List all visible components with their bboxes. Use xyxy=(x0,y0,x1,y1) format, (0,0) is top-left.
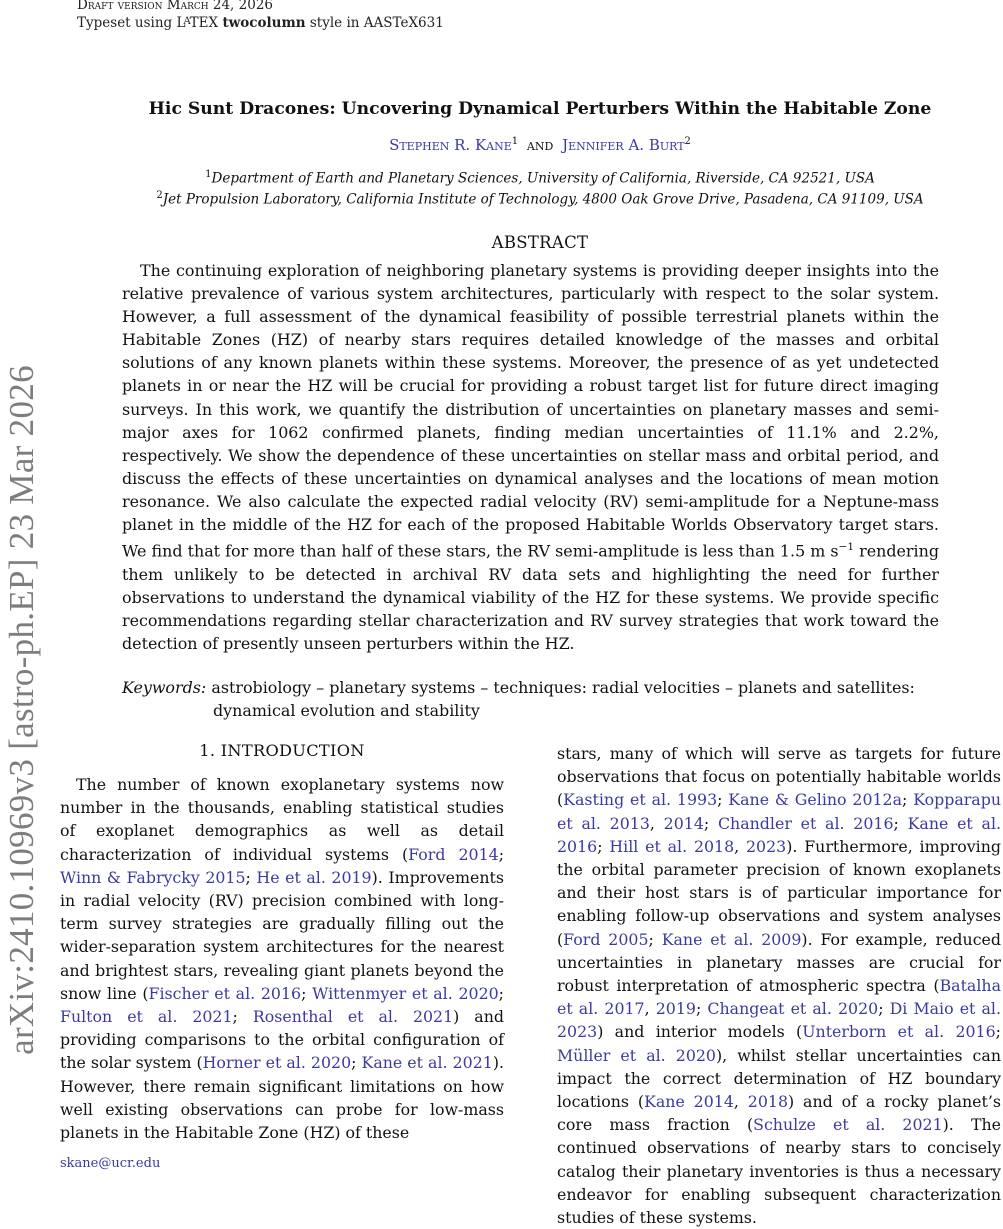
citation-link[interactable]: Di Maio et al. 2023 xyxy=(557,999,1002,1042)
body-text: ; xyxy=(902,790,914,810)
citation-link[interactable]: 2023 xyxy=(746,836,787,856)
citation-link[interactable]: Chandler et al. 2016 xyxy=(717,813,894,833)
citation-link[interactable]: He et al. 2019 xyxy=(256,867,372,887)
citation-link[interactable]: Kasting et al. 1993 xyxy=(563,790,718,810)
body-text: ), whilst stellar uncertainties can impact the correct determination of HZ boundary locations ( xyxy=(557,1045,1001,1112)
author-link-burt[interactable]: Jennifer A. Burt xyxy=(562,136,685,154)
section-heading-introduction: 1. INTRODUCTION xyxy=(199,741,365,760)
body-text: ; xyxy=(703,813,718,833)
body-text: ; xyxy=(301,983,313,1003)
body-text: ; xyxy=(597,836,610,856)
intro-right-column xyxy=(557,742,1001,1229)
body-text: The number of known exoplanetary systems now number in the thousands, enabling statistical studies of exoplanet demographics as well as detail characterization of individual systems ( xyxy=(60,775,504,864)
citation-link[interactable]: Müller et al. 2020 xyxy=(557,1045,716,1065)
citation-link[interactable]: Kane et al. 2021 xyxy=(361,1053,493,1073)
citation-link[interactable]: Kane 2014 xyxy=(644,1092,734,1112)
typeset-line: Typeset using $L^ATEX$ twocolumn style in AASTeX631 xyxy=(77,15,444,31)
body-text: , xyxy=(649,813,664,833)
body-text: ) and interior models ( xyxy=(597,1022,803,1042)
citation-link[interactable]: Unterborn et al. 2016 xyxy=(802,1022,996,1042)
citation-link[interactable]: Ford 2014 xyxy=(408,844,499,864)
body-text: ; xyxy=(893,813,908,833)
body-text: ). Improvements in radial velocity (RV) precision combined with long-term survey strategies are gradually filling out the wider-separation system architectures for the nearest and brightest stars, revealing giant planets beyond the snow line ( xyxy=(60,867,504,1003)
abstract-body: The continuing exploration of neighboring planetary systems is providing deeper insights into the relative prevalence of various system architectures, particularly with respect to the solar system. However, a full assessment of the dynamical feasibility of possible terrestrial planets within the Habitable Zones (HZ) of nearby stars requires detailed knowledge of the masses and orbital solutions of any known planets within these systems. Moreover, the presence of as yet undetected planets in or near the HZ will be crucial for providing a robust target list for future direct imaging surveys. In this work, we quantify the distribution of uncertainties on planetary masses and semi-major axes for 1062 confirmed planets, finding median uncertainties of 11.1% and 2.2%, respectively. We show the dependence of these uncertainties on stellar mass and orbital period, and discuss the effects of these uncertainties on dynamical analyses and the locations of mean motion resonance. We also calculate the expected radial velocity (RV) semi-amplitude for a Neptune-mass planet in the middle of the HZ for each of the proposed Habitable Worlds Observatory target stars. We find that for more than half of these stars, the RV semi-amplitude is less than 1.5 m $s^{-1}$ rendering them unlikely to be detected in archival RV data sets and highlighting the need for further observations to understand the dynamical viability of the HZ for these systems. We provide specific recommendations regarding stellar characterization and RV survey strategies that work toward the detection of presently unseen perturbers within the HZ. xyxy=(122,261,939,653)
body-text: ; xyxy=(245,867,257,887)
affiliation-1: $^1$Department of Earth and Planetary Sciences, University of California, Riverside, CA 92521, USA xyxy=(205,169,875,187)
body-text: , xyxy=(733,1092,748,1112)
arxiv-stamp xyxy=(0,240,44,1180)
body-text: ; xyxy=(232,1007,253,1027)
author-list: Stephen R. Kane$^1$ and Jennifer A. Burt$^2$ xyxy=(389,136,691,154)
corresponding-email[interactable]: skane@ucr.edu xyxy=(60,1156,161,1171)
body-text: ) and of a rocky planet’s core mass fraction ( xyxy=(557,1092,1001,1135)
body-text: ; xyxy=(717,790,729,810)
citation-link[interactable]: Horner et al. 2020 xyxy=(202,1053,352,1073)
body-text: ). For example, reduced uncertainties in planetary masses are crucial for robust interpretation of atmospheric spectra ( xyxy=(557,929,1002,996)
body-text: ; xyxy=(351,1053,362,1073)
body-text: , xyxy=(734,836,746,856)
citation-link[interactable]: 2014 xyxy=(663,813,704,833)
keywords: Keywords: astrobiology – planetary systems – techniques: radial velocities – planets and satellites: dynamical evolution and stability xyxy=(122,678,915,720)
author-link-kane[interactable]: Stephen R. Kane xyxy=(389,136,512,154)
paper-title: Hic Sunt Dracones: Uncovering Dynamical Perturbers Within the Habitable Zone xyxy=(148,99,932,119)
arxiv-stamp-text: arXiv:2410.10969v3 [astro-ph.EP] 23 Mar 2026 xyxy=(2,365,41,1055)
citation-link[interactable]: Hill et al. 2018 xyxy=(609,836,735,856)
citation-link[interactable]: Kane & Gelino 2012a xyxy=(728,790,903,810)
keywords-label: Keywords: xyxy=(122,678,207,697)
citation-link[interactable]: Rosenthal et al. 2021 xyxy=(252,1007,454,1027)
citation-link[interactable]: Ford 2005 xyxy=(563,929,649,949)
citation-link[interactable]: Fischer et al. 2016 xyxy=(148,983,302,1003)
citation-link[interactable]: Kane et al. 2009 xyxy=(661,929,802,949)
body-text: stars, many of which will serve as targets for future observations that focus on potentially habitable worlds ( xyxy=(557,744,1001,810)
body-text: ). The continued observations of nearby stars to concisely catalog their planetary inventories is thus a necessary endeavor for enabling subsequent characterization studies of these systems. xyxy=(557,1115,1002,1228)
citation-link[interactable]: Schulze et al. 2021 xyxy=(753,1115,943,1135)
body-text: ; xyxy=(648,929,662,949)
intro-paragraph-left xyxy=(60,773,504,1144)
citation-link[interactable]: Kane et al. 2016 xyxy=(557,813,1002,856)
body-text: , xyxy=(644,999,656,1019)
abstract-heading: ABSTRACT xyxy=(491,233,589,252)
body-text: ; xyxy=(498,983,504,1003)
citation-link[interactable]: Wittenmyer et al. 2020 xyxy=(312,983,499,1003)
citation-link[interactable]: Changeat et al. 2020 xyxy=(707,999,879,1019)
intro-paragraph-right xyxy=(557,742,1001,1229)
citation-link[interactable]: Winn & Fabrycky 2015 xyxy=(60,867,246,887)
body-text: ; xyxy=(498,844,505,864)
citation-link[interactable]: Fulton et al. 2021 xyxy=(60,1007,233,1027)
intro-left-column xyxy=(60,773,504,1144)
citation-link[interactable]: 2018 xyxy=(747,1092,788,1112)
citation-link[interactable]: 2019 xyxy=(655,999,696,1019)
body-text: ). However, there remain significant limitations on how well existing observations can probe for low-mass planets in the Habitable Zone (HZ) of these xyxy=(60,1053,504,1143)
body-text: ; xyxy=(695,999,708,1019)
citation-link[interactable]: Kopparapu et al. 2013 xyxy=(557,790,1001,833)
body-text: ; xyxy=(878,999,890,1019)
draft-version-line: Draft version March 24, 2026 xyxy=(77,0,273,13)
body-text: ; xyxy=(995,1022,1001,1042)
affiliation-2: $^2$Jet Propulsion Laboratory, California Institute of Technology, 4800 Oak Grove Drive, Pasadena, CA 91109, USA xyxy=(156,190,924,208)
citation-link[interactable]: Batalha et al. 2017 xyxy=(557,976,1001,1019)
body-text: ). Furthermore, improving the orbital parameter precision of known exoplanets and their host stars is of particular importance for enabling follow-up observations and system analyses ( xyxy=(557,836,1002,949)
body-text: ) and providing comparisons to the orbital configuration of the solar system ( xyxy=(60,1007,504,1073)
